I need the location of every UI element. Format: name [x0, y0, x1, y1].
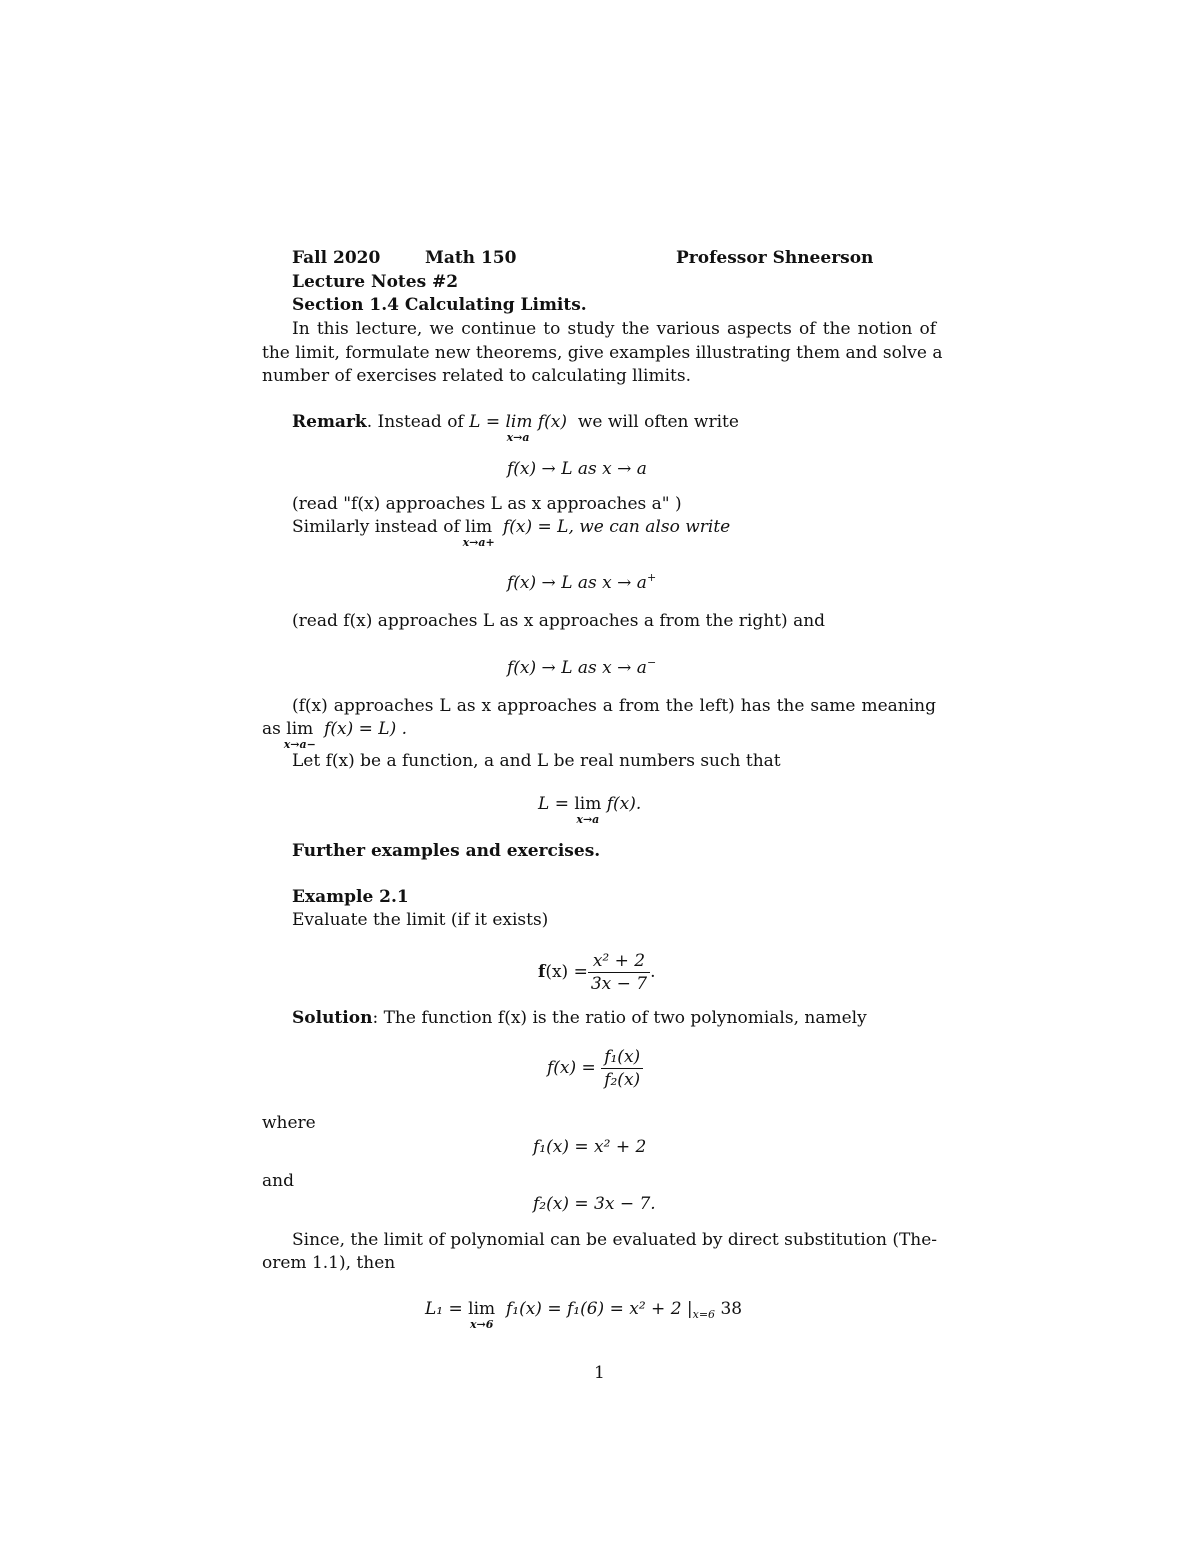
- intro-line-2: the limit, formulate new theorems, give examples illustrating them and solve a: [262, 343, 943, 363]
- remark-text-1: . Instead of: [366, 412, 464, 432]
- and-label: and: [262, 1171, 294, 1191]
- since-line-1: Since, the limit of polynomial can be evaluated by direct substitution (The-: [292, 1230, 938, 1250]
- solution-line: Solution: The function f(x) is the ratio of two polynomials, namely: [292, 1008, 867, 1028]
- notes-title: Lecture Notes #2: [292, 272, 459, 292]
- remark-line: [292, 411, 739, 444]
- limit-left: lim x→a−: [283, 719, 316, 751]
- where-label: where: [262, 1113, 316, 1133]
- course: Math 150: [425, 248, 517, 268]
- read-line-2: (read f(x) approaches L as x approaches a from the right) and: [292, 611, 826, 631]
- intro-line-1: In this lecture, we continue to study the various aspects of the notion of: [292, 319, 936, 339]
- example-function: f(x) = $\frac{\text{x² + 2}}{3x - 7}$ .: [538, 951, 656, 994]
- intro-line-3: number of exercises related to calculating llimits.: [262, 366, 692, 386]
- remark-text-2: we will often write: [577, 412, 739, 432]
- example-label: Example 2.1: [292, 887, 409, 907]
- further-heading: Further examples and exercises.: [292, 841, 601, 861]
- professor: Professor Shneerson: [676, 248, 874, 268]
- f1-equation: f₁(x) = x² + 2: [533, 1137, 647, 1157]
- since-line-2: orem 1.1), then: [262, 1253, 396, 1273]
- remark-label: Remark: [292, 412, 367, 432]
- example-fraction: $\frac{\text{x² + 2}}{3x - 7}$: [588, 950, 650, 995]
- equation-2: f(x) → L as x → a+: [507, 571, 657, 593]
- let-line: Let f(x) be a function, a and L be real numbers such that: [292, 751, 781, 771]
- term: Fall 2020: [292, 248, 381, 268]
- left-limit-line-2: as lim x→a− f(x) = L) .: [262, 719, 408, 751]
- section-title: Section 1.4 Calculating Limits.: [292, 295, 587, 315]
- ratio-fraction: $\frac{\text{f₁(x)}}{\text{f₂(x)}}$: [601, 1046, 643, 1091]
- f2-equation: f₂(x) = 3x − 7.: [533, 1194, 656, 1214]
- equation-1: f(x) → L as x → a: [507, 459, 647, 479]
- remark-limit: L = lim f(x) x→a: [469, 412, 568, 444]
- ratio-equation: f(x) = $\frac{\text{f₁(x)}}{\text{f₂(x)}}$: [547, 1046, 643, 1091]
- equation-3: f(x) → L as x → a−: [507, 656, 657, 678]
- l1-equation: L₁ = lim x→6 f₁(x) = f₁(6) = x² + 2 $|_{x=6}$ 38: [425, 1299, 743, 1331]
- example-prompt: Evaluate the limit (if it exists): [292, 910, 549, 930]
- page-number: 1: [594, 1363, 605, 1383]
- equation-4: L = lim x→a f(x).: [538, 794, 642, 826]
- left-limit-line-1: (f(x) approaches L as x approaches a from the left) has the same meaning: [292, 696, 936, 716]
- similarly-line: Similarly instead of lim x→a+ f(x) = L, we can also write: [292, 517, 731, 549]
- limit-right: lim x→a+: [462, 517, 495, 549]
- read-line-1: (read "f(x) approaches L as x approaches a" ): [292, 494, 682, 514]
